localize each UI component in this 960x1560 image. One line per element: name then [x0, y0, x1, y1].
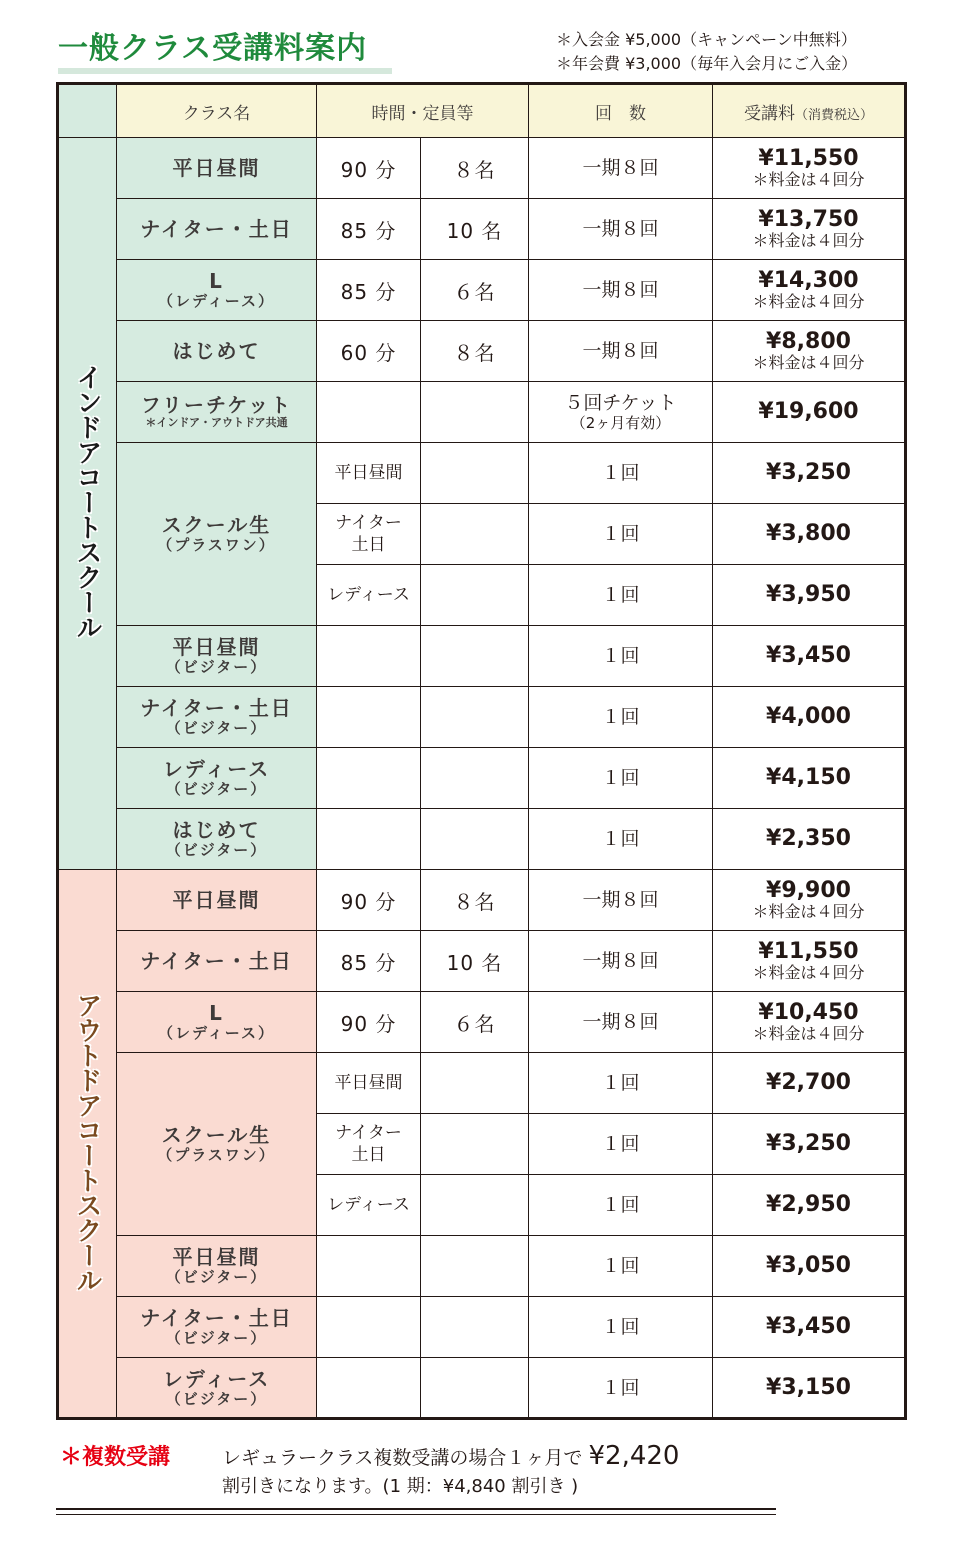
class-name-cell — [117, 1297, 317, 1358]
count-cell-value: 一期８回 — [582, 218, 659, 240]
class-name: 平日昼間 — [172, 635, 261, 659]
multi-class-label: ＊複数受講 — [60, 1445, 171, 1470]
fee-note: ＊料金は４回分 — [752, 170, 865, 189]
class-name: はじめて — [172, 818, 261, 842]
class-name-sub: （レディース） — [157, 292, 276, 310]
enrollment-fee-note: ＊入会金 ¥5,000（キャンペーン中無料） — [556, 30, 857, 49]
fee-cell — [713, 931, 906, 992]
count-cell — [529, 687, 713, 748]
fee-amount: ¥19,600 — [758, 399, 859, 424]
multi-class-text — [222, 1442, 679, 1472]
class-name: 平日昼間 — [172, 156, 261, 180]
fee-amount: ¥8,800 — [766, 329, 851, 354]
capacity-cell — [421, 626, 529, 687]
count-cell — [529, 321, 713, 382]
fee-amount: ¥9,900 — [766, 878, 851, 903]
fee-amount: ¥3,250 — [766, 1131, 851, 1156]
count-cell-value: 一期８回 — [582, 340, 659, 362]
count-cell — [529, 260, 713, 321]
option-value: ナイター 土日 — [335, 1123, 402, 1165]
count-cell-value: １回 — [601, 645, 640, 667]
fee-cell — [713, 748, 906, 809]
capacity-cell — [421, 809, 529, 870]
fee-amount: ¥2,700 — [766, 1070, 851, 1095]
capacity-cell — [421, 443, 529, 504]
count-cell — [529, 1114, 713, 1175]
option-value: レディース — [327, 585, 410, 605]
fee-cell — [713, 1236, 906, 1297]
duration-cell — [317, 260, 421, 321]
table-row — [58, 870, 906, 931]
class-name-sub: （ビジター） — [165, 1268, 268, 1286]
option-value: 平日昼間 — [334, 463, 403, 483]
class-name: 平日昼間 — [172, 888, 261, 912]
title-underline — [58, 68, 392, 74]
class-name-cell — [117, 321, 317, 382]
fee-cell — [713, 870, 906, 931]
fee-cell — [713, 687, 906, 748]
duration-cell — [317, 992, 421, 1053]
fee-cell — [713, 992, 906, 1053]
duration-cell — [317, 199, 421, 260]
fee-cell — [713, 626, 906, 687]
table-row — [58, 321, 906, 382]
table-row — [58, 1297, 906, 1358]
class-name: 平日昼間 — [172, 1245, 261, 1269]
fee-notes — [556, 28, 857, 76]
duration-cell — [317, 931, 421, 992]
class-name-cell — [117, 687, 317, 748]
class-name-cell — [117, 382, 317, 443]
table-row — [58, 748, 906, 809]
fee-cell — [713, 260, 906, 321]
count-cell-value: １回 — [601, 1133, 640, 1155]
count-cell — [529, 870, 713, 931]
capacity-cell-value: ６名 — [453, 279, 496, 304]
duration-cell-value: 85 分 — [340, 950, 397, 975]
fee-amount: ¥3,450 — [766, 643, 851, 668]
fee-amount: ¥11,550 — [758, 939, 859, 964]
page-title: 一般クラス受講料案内 — [58, 31, 368, 66]
class-name-cell — [117, 443, 317, 626]
fee-cell — [713, 321, 906, 382]
fee-note: ＊料金は４回分 — [752, 353, 865, 372]
capacity-cell — [421, 992, 529, 1053]
class-name: レディース — [162, 757, 271, 781]
capacity-cell — [421, 138, 529, 199]
count-cell — [529, 1236, 713, 1297]
class-name-sub: （プラスワン） — [157, 536, 276, 554]
count-cell — [529, 1297, 713, 1358]
class-name-sub: （ビジター） — [165, 658, 268, 676]
fee-cell — [713, 1175, 906, 1236]
fee-cell — [713, 443, 906, 504]
class-name-cell — [117, 199, 317, 260]
class-name-sub: （ビジター） — [165, 719, 268, 737]
capacity-cell — [421, 382, 529, 443]
footer-rule-thin — [56, 1514, 776, 1515]
multi-class-period-note: 割引きになります。(1 期：¥4,840 割引き ) — [222, 1476, 579, 1497]
option-cell — [317, 1175, 421, 1236]
capacity-cell — [421, 1114, 529, 1175]
count-cell — [529, 931, 713, 992]
table-row — [58, 626, 906, 687]
fee-cell — [713, 1053, 906, 1114]
count-cell — [529, 1358, 713, 1419]
indoor-section-label: インドアコートスクール — [72, 364, 102, 639]
count-cell — [529, 565, 713, 626]
fee-cell — [713, 199, 906, 260]
class-name: ナイター・土日 — [140, 217, 293, 241]
capacity-cell — [421, 199, 529, 260]
capacity-cell — [421, 1297, 529, 1358]
duration-cell-value: 85 分 — [340, 279, 397, 304]
table-row — [58, 443, 906, 504]
duration-cell — [317, 748, 421, 809]
option-cell — [317, 1114, 421, 1175]
fee-cell — [713, 1358, 906, 1419]
fee-cell — [713, 138, 906, 199]
fee-amount: ¥3,800 — [766, 521, 851, 546]
count-cell — [529, 748, 713, 809]
fee-note: ＊料金は４回分 — [752, 292, 865, 311]
duration-cell — [317, 809, 421, 870]
table-row — [58, 382, 906, 443]
capacity-cell — [421, 1358, 529, 1419]
duration-cell — [317, 687, 421, 748]
class-name-sub: （レディース） — [157, 1024, 276, 1042]
header-section-cell — [58, 84, 117, 138]
count-cell — [529, 382, 713, 443]
duration-cell — [317, 1297, 421, 1358]
capacity-cell — [421, 748, 529, 809]
table-row — [58, 809, 906, 870]
class-name: フリーチケット — [140, 393, 293, 417]
header-fee — [713, 84, 906, 138]
class-name: スクール生 — [161, 513, 272, 537]
class-name-sub: （ビジター） — [165, 841, 268, 859]
capacity-cell — [421, 565, 529, 626]
capacity-cell — [421, 1175, 529, 1236]
capacity-cell — [421, 1236, 529, 1297]
count-cell-value: １回 — [601, 767, 640, 789]
count-cell — [529, 1175, 713, 1236]
fee-amount: ¥4,150 — [766, 765, 851, 790]
fee-amount: ¥3,250 — [766, 460, 851, 485]
header-time-capacity: 時間・定員等 — [317, 84, 529, 138]
fee-cell — [713, 809, 906, 870]
count-cell-value: １回 — [601, 1072, 640, 1094]
class-name: ナイター・土日 — [140, 696, 293, 720]
class-name-cell — [117, 1358, 317, 1419]
fee-amount: ¥2,950 — [766, 1192, 851, 1217]
class-name: はじめて — [172, 339, 261, 363]
outdoor-section-label: アウトドアコートスクール — [72, 991, 102, 1292]
table-row — [58, 138, 906, 199]
duration-cell-value: 60 分 — [340, 340, 397, 365]
count-cell-value: １回 — [601, 828, 640, 850]
count-cell-value: 一期８回 — [582, 157, 659, 179]
count-cell-value: １回 — [601, 523, 640, 545]
fee-note: ＊料金は４回分 — [752, 902, 865, 921]
class-name-sub: （ビジター） — [165, 1329, 268, 1347]
count-cell-value: １回 — [601, 1316, 640, 1338]
capacity-cell-value: ８名 — [453, 889, 496, 914]
fee-amount: ¥13,750 — [758, 207, 859, 232]
class-name-cell — [117, 931, 317, 992]
duration-cell — [317, 382, 421, 443]
count-sub: （2ヶ月有効） — [570, 414, 671, 432]
option-cell — [317, 565, 421, 626]
class-name-cell — [117, 870, 317, 931]
fee-cell — [713, 382, 906, 443]
table-row — [58, 260, 906, 321]
class-name-cell — [117, 809, 317, 870]
duration-cell-value: 90 分 — [340, 889, 397, 914]
fee-amount: ¥4,000 — [766, 704, 851, 729]
annual-fee-note: ＊年会費 ¥3,000（毎年入会月にご入金） — [556, 54, 858, 73]
count-cell-value: １回 — [601, 1255, 640, 1277]
count-cell — [529, 443, 713, 504]
capacity-cell-value: 10 名 — [446, 218, 503, 243]
count-cell-value: １回 — [601, 462, 640, 484]
option-cell — [317, 1053, 421, 1114]
count-cell-value: １回 — [601, 584, 640, 606]
table-row — [58, 1358, 906, 1419]
count-cell-value: 一期８回 — [582, 279, 659, 301]
fee-cell — [713, 504, 906, 565]
option-cell — [317, 443, 421, 504]
class-name-cell — [117, 992, 317, 1053]
class-name: スクール生 — [161, 1123, 272, 1147]
duration-cell — [317, 626, 421, 687]
class-name-sub: （ビジター） — [165, 780, 268, 798]
capacity-cell — [421, 1053, 529, 1114]
multi-class-amount: ¥2,420 — [588, 1441, 680, 1471]
fee-cell — [713, 1114, 906, 1175]
outdoor-section-cell — [58, 870, 117, 1419]
table-header-row — [58, 84, 906, 138]
class-name-sub: （ビジター） — [165, 1389, 268, 1408]
count-cell — [529, 138, 713, 199]
multi-class-text-body: レギュラークラス複数受講の場合１ヶ月で — [222, 1447, 583, 1469]
table-row — [58, 199, 906, 260]
class-name-cell — [117, 1053, 317, 1236]
fee-amount: ¥3,450 — [766, 1314, 851, 1339]
capacity-cell-value: ６名 — [453, 1011, 496, 1036]
capacity-cell-value: ８名 — [453, 340, 496, 365]
class-name-cell — [117, 626, 317, 687]
duration-cell-value: 90 分 — [340, 157, 397, 182]
fee-note: ＊料金は４回分 — [752, 963, 865, 982]
fee-amount: ¥3,150 — [766, 1374, 851, 1400]
duration-cell — [317, 1236, 421, 1297]
count-cell — [529, 1053, 713, 1114]
capacity-cell — [421, 260, 529, 321]
indoor-section-cell — [58, 138, 117, 870]
fee-amount: ¥2,350 — [766, 826, 851, 851]
duration-cell — [317, 1358, 421, 1419]
class-name-sub: ＊インドア・アウトドア共通 — [145, 416, 288, 429]
capacity-cell — [421, 870, 529, 931]
count-cell-value: １回 — [601, 706, 640, 728]
fee-amount: ¥10,450 — [758, 1000, 859, 1025]
fee-cell — [713, 1297, 906, 1358]
count-value: ５回チケット — [564, 392, 677, 414]
class-name: ナイター・土日 — [140, 949, 293, 973]
option-value: 平日昼間 — [334, 1073, 403, 1093]
fee-amount: ¥11,550 — [758, 146, 859, 171]
count-cell-value: １回 — [601, 1376, 640, 1399]
option-cell — [317, 504, 421, 565]
header-fee-label: 受講料 — [743, 103, 795, 124]
duration-cell — [317, 138, 421, 199]
option-value: ナイター 土日 — [335, 513, 402, 555]
capacity-cell-value: 10 名 — [446, 950, 503, 975]
class-name: ナイター・土日 — [140, 1306, 293, 1330]
table-row — [58, 931, 906, 992]
header-fee-tax-note: （消費税込） — [794, 107, 873, 123]
capacity-cell — [421, 321, 529, 382]
capacity-cell — [421, 504, 529, 565]
class-name-sub: （プラスワン） — [157, 1146, 276, 1164]
class-name-cell — [117, 748, 317, 809]
class-name: レディース — [162, 1366, 271, 1391]
table-row — [58, 1053, 906, 1114]
count-cell — [529, 626, 713, 687]
count-cell — [529, 809, 713, 870]
class-name-cell — [117, 138, 317, 199]
count-cell-value: １回 — [601, 1194, 640, 1216]
fee-note: ＊料金は４回分 — [752, 1024, 865, 1043]
table-row — [58, 1236, 906, 1297]
footer-rule — [56, 1508, 776, 1510]
fee-amount: ¥3,050 — [766, 1253, 851, 1278]
fee-note: ＊料金は４回分 — [752, 231, 865, 250]
fee-amount: ¥3,950 — [766, 582, 851, 607]
count-cell-value: 一期８回 — [582, 1011, 659, 1033]
class-name-cell — [117, 260, 317, 321]
option-value: レディース — [327, 1195, 410, 1215]
duration-cell-value: 90 分 — [340, 1011, 397, 1036]
count-cell — [529, 992, 713, 1053]
duration-cell — [317, 870, 421, 931]
capacity-cell — [421, 687, 529, 748]
count-cell — [529, 504, 713, 565]
capacity-cell — [421, 931, 529, 992]
fee-table — [56, 82, 907, 1420]
class-name: L — [209, 1001, 224, 1025]
header-count: 回 数 — [529, 84, 713, 138]
count-cell — [529, 199, 713, 260]
capacity-cell-value: ８名 — [453, 157, 496, 182]
header-class-name: クラス名 — [117, 84, 317, 138]
fee-cell — [713, 565, 906, 626]
duration-cell-value: 85 分 — [340, 218, 397, 243]
count-cell-value: 一期８回 — [582, 950, 659, 972]
class-name: L — [209, 269, 224, 293]
duration-cell — [317, 321, 421, 382]
table-row — [58, 992, 906, 1053]
fee-amount: ¥14,300 — [758, 268, 859, 293]
class-name-cell — [117, 1236, 317, 1297]
count-cell-value: 一期８回 — [582, 889, 659, 911]
table-row — [58, 687, 906, 748]
